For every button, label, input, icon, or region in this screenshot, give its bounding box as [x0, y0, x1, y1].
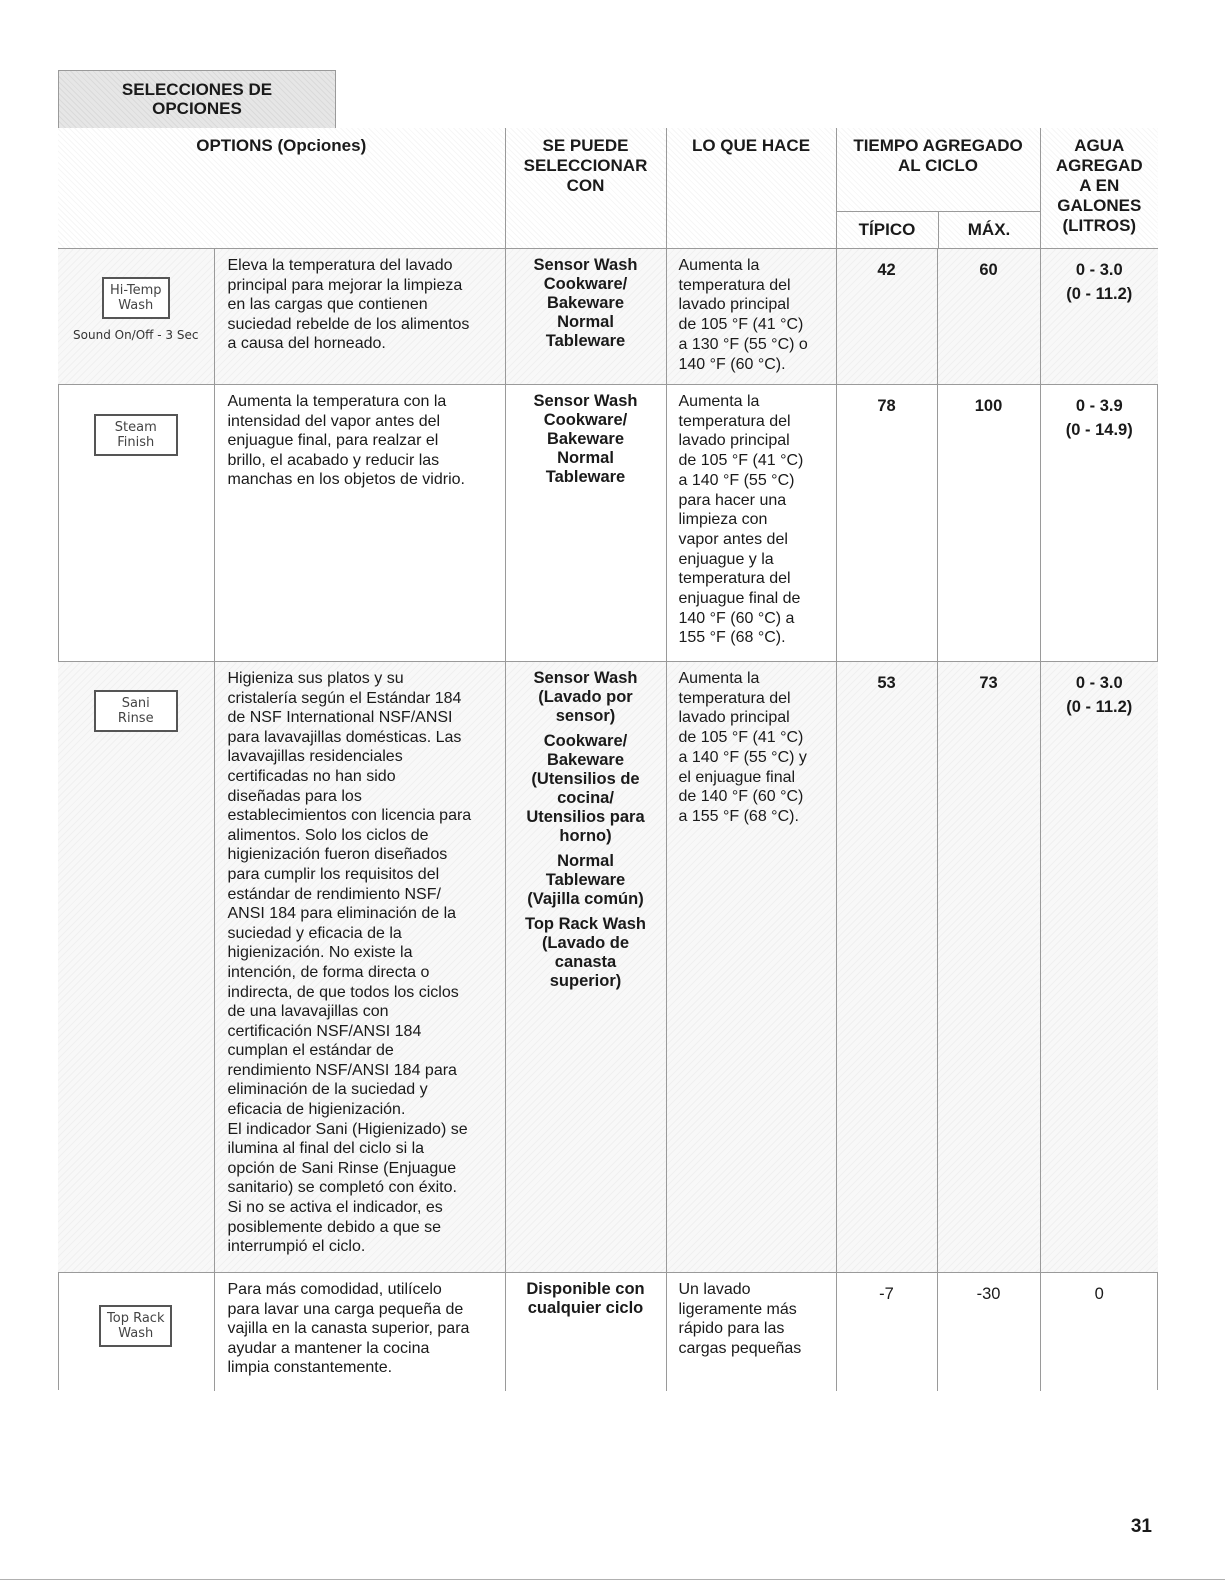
top-rack-wash-button-icon: Top Rack Wash — [99, 1305, 172, 1347]
page-number: 31 — [1130, 1516, 1152, 1537]
option-effect: Aumenta la temperatura del lavado principal de 105 °F (41 °C) a 140 °F (55 °C) y el enjuague final de 140 °F (60 °C) a 155 °F (68 °C). — [666, 662, 836, 1273]
water-added: 0 - 3.0 (0 - 11.2) — [1040, 662, 1158, 1273]
table-row — [58, 385, 1158, 662]
option-description: Higieniza sus platos y su cristalería según el Estándar 184 de NSF International NSF/ANSI para lavavajillas domésticas. Las lavavajillas residenciales certificadas no han sido diseñadas para los establecimientos con licencia para alimentos. Solo los ciclos de higienización fueron diseñados para cumplir los requisitos del estándar de rendimiento NSF/ ANSI 184 para eliminación de la suciedad y eficacia de la higienización. No existe la intención, de forma directa o indirecta, de que todos los ciclos de una lavavajillas con certificación NSF/ANSI 184 cumplan el estándar de rendimiento NSF/ANSI 184 para eliminación de la suciedad y eficacia de higienización. El indicador Sani (Higienizado) se ilumina al final del ciclo si la opción de Sani Rinse (Enjuague sanitario) se completó con éxito. Si no se activa el indicador, es posiblemente debido a que se interrumpió el ciclo. — [214, 662, 505, 1273]
option-effect: Aumenta la temperatura del lavado principal de 105 °F (41 °C) a 140 °F (55 °C) para hacer una limpieza con vapor antes del enjuague y la temperatura del enjuague final de 140 °F (60 °C) a 155 °F (68 °C). — [666, 385, 836, 662]
option-cycles: Sensor Wash Cookware/ Bakeware Normal Tableware — [505, 249, 666, 385]
option-icon-cell — [58, 385, 214, 662]
header-max: MÁX. — [967, 220, 1011, 239]
section-title-tab — [58, 70, 336, 128]
time-typical: 42 — [836, 249, 937, 385]
option-effect: Un lavado ligeramente más rápido para las cargas pequeñas — [666, 1273, 836, 1391]
option-cycles: Disponible con cualquier ciclo — [505, 1273, 666, 1391]
time-typical: 53 — [836, 662, 937, 1273]
section-title-line2: OPCIONES — [152, 99, 242, 118]
water-added: 0 - 3.9 (0 - 14.9) — [1040, 385, 1158, 662]
option-description: Para más comodidad, utilícelo para lavar una carga pequeña de vajilla en la canasta superior, para ayudar a mantener la cocina limpia constantemente. — [214, 1273, 505, 1391]
table-row — [58, 249, 1158, 385]
hi-temp-wash-button-icon: Hi-Temp Wash — [102, 277, 170, 319]
time-max: 60 — [937, 249, 1040, 385]
option-icon-cell — [58, 249, 214, 385]
steam-finish-button-icon: Steam Finish — [94, 414, 178, 456]
table-header-row — [58, 128, 1158, 249]
options-table — [58, 128, 1158, 1391]
time-max: -30 — [937, 1273, 1040, 1391]
water-added: 0 — [1040, 1273, 1158, 1391]
header-selectable: SE PUEDE SELECCIONAR CON — [505, 128, 666, 249]
sani-rinse-button-icon: Sani Rinse — [94, 690, 178, 732]
option-icon-cell — [58, 662, 214, 1273]
option-cycles: Sensor Wash (Lavado por sensor) Cookware/ Bakeware (Utensilios de cocina/ Utensilios para horno) Normal Tableware (Vajilla común) Top Rack Wash (Lavado de canasta superior) — [505, 662, 666, 1273]
time-max: 73 — [937, 662, 1040, 1273]
table-row — [58, 662, 1158, 1273]
time-typical: 78 — [836, 385, 937, 662]
water-added: 0 - 3.0 (0 - 11.2) — [1040, 249, 1158, 385]
header-options: OPTIONS (Opciones) — [58, 128, 505, 249]
option-cycles: Sensor Wash Cookware/ Bakeware Normal Tableware — [505, 385, 666, 662]
option-effect: Aumenta la temperatura del lavado principal de 105 °F (41 °C) a 130 °F (55 °C) o 140 °F (60 °C). — [666, 249, 836, 385]
section-title-line1: SELECCIONES DE — [121, 80, 273, 99]
header-water-added: AGUA AGREGAD A EN GALONES (LITROS) — [1040, 128, 1158, 249]
time-typical: -7 — [836, 1273, 937, 1391]
page-bottom-rule — [0, 1579, 1225, 1580]
option-description: Aumenta la temperatura con la intensidad del vapor antes del enjuague final, para realzar el brillo, el acabado y reducir las manchas en los objetos de vidrio. — [214, 385, 505, 662]
header-time-added: TIEMPO AGREGADO AL CICLO TÍPICO MÁX. — [836, 128, 1040, 249]
time-max: 100 — [937, 385, 1040, 662]
header-typical: TÍPICO — [837, 212, 939, 248]
sound-toggle-note: Sound On/Off - 3 Sec — [73, 328, 199, 342]
option-description: Eleva la temperatura del lavado principal para mejorar la limpieza en las cargas que contienen suciedad rebelde de los alimentos a causa del horneado. — [214, 249, 505, 385]
table-row — [58, 1273, 1158, 1391]
option-icon-cell — [58, 1273, 214, 1391]
header-what-it-does: LO QUE HACE — [666, 128, 836, 249]
